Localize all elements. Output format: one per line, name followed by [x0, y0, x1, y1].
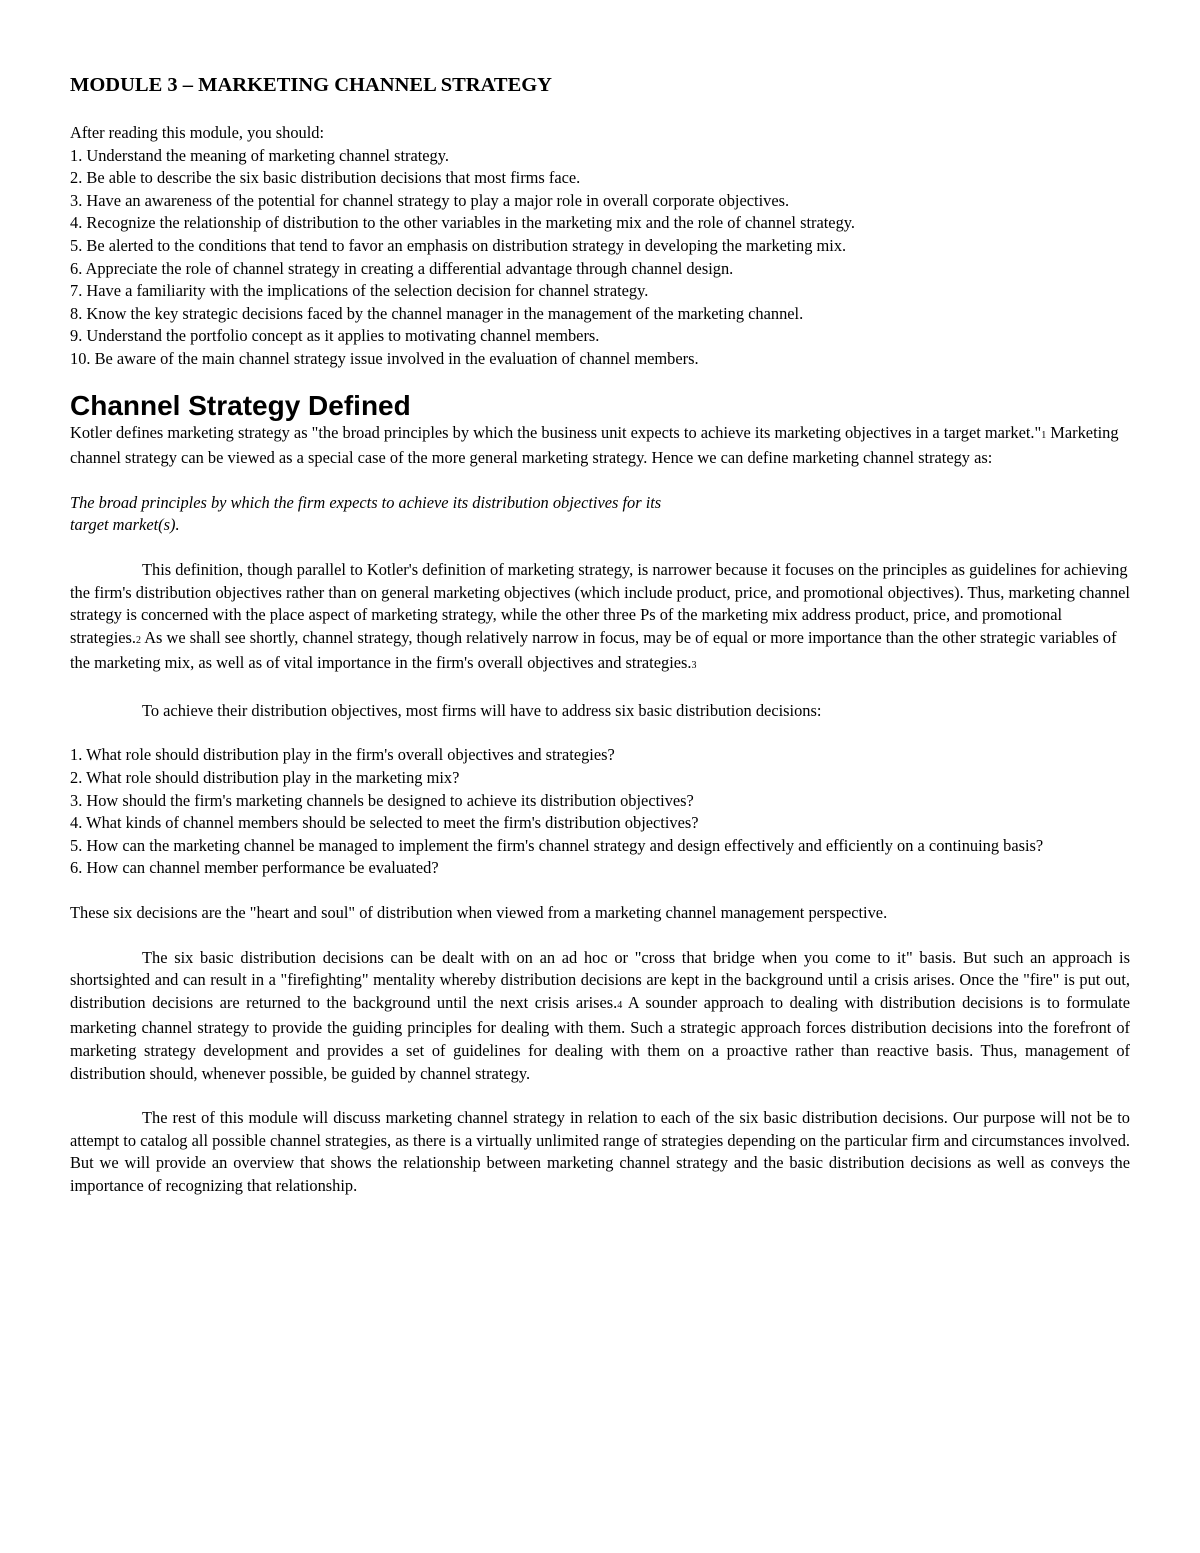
objective-item: 5. Be alerted to the conditions that tend to favor an emphasis on distribution strategy in developing the marketing mix.: [70, 235, 847, 255]
footnote-marker: 2: [136, 634, 141, 646]
objective-item: 3. Have an awareness of the potential for channel strategy to play a major role in overall corporate objectives.: [70, 190, 790, 210]
objectives-list: [70, 145, 1130, 371]
definition-line: target market(s).: [70, 515, 180, 535]
narrower-paragraph: [70, 559, 1130, 678]
decision-item: 3. How should the firm's marketing channels be designed to achieve its distribution objectives?: [70, 790, 694, 810]
kotler-paragraph: [70, 422, 1130, 470]
objective-item: 1. Understand the meaning of marketing channel strategy.: [70, 145, 449, 165]
kotler-text-2: Marketing channel strategy can be viewed as a special case of the more general marketing strategy. Hence we can define marketing channel strategy as:: [70, 422, 1119, 468]
narrower-text-1: This definition, though parallel to Kotler's definition of marketing strategy, is narrower because it focuses on the principles as guidelines for achieving the firm's distribution objectives rather than on general marketing objectives (which include product, price, and promotional objectives). Thus, marketing channel strategy is concerned with the place aspect of marketing strategy, while the other three Ps of the marketing mix address product, price, and promotional strategies.: [70, 559, 1130, 647]
objective-item: 9. Understand the portfolio concept as it applies to motivating channel members.: [70, 326, 600, 346]
objective-item: 2. Be able to describe the six basic distribution decisions that most firms face.: [70, 168, 581, 188]
definition-quote: [70, 492, 790, 537]
decision-item: 6. How can channel member performance be evaluated?: [70, 858, 439, 878]
decision-item: 4. What kinds of channel members should be selected to meet the firm's distribution objectives?: [70, 813, 699, 833]
adhoc-text-2: A sounder approach to dealing with distribution decisions is to formulate marketing channel strategy to provide the guiding principles for dealing with them. Such a strategic approach forces distribution decisions into the forefront of marketing strategy development and provides a set of guidelines for dealing with them on a proactive rather than reactive basis. Thus, management of distribution should, whenever possible, be guided by channel strategy.: [70, 992, 1130, 1083]
objective-item: 6. Appreciate the role of channel strategy in creating a differential advantage through channel design.: [70, 258, 734, 278]
heart-soul-sentence: These six decisions are the "heart and soul" of distribution when viewed from a marketing channel management perspective.: [70, 903, 888, 923]
decision-item: 1. What role should distribution play in the firm's overall objectives and strategies?: [70, 745, 615, 765]
decisions-list: [70, 744, 1130, 880]
footnote-marker: 3: [691, 660, 697, 672]
document-page: [70, 72, 1130, 1198]
footnote-marker: 4: [617, 999, 623, 1011]
rest-paragraph: The rest of this module will discuss marketing channel strategy in relation to each of the six basic distribution decisions. Our purpose will not be to attempt to catalog all possible channel strategies, as there is a virtually unlimited range of strategies depending on the particular firm and circumstances involved. But we will provide an overview that shows the relationship between marketing channel strategy and the basic distribution decisions as well as conveys the importance of recognizing that relationship.: [70, 1108, 1130, 1195]
decisions-intro: To achieve their distribution objectives, most firms will have to address six basic distribution decisions:: [142, 700, 822, 720]
adhoc-text-1: The six basic distribution decisions can be dealt with on an ad hoc or "cross that bridge when you come to it" basis. But such an approach is shortsighted and can result in a "firefighting" mentality whereby distribution decisions are kept in the background until a crisis arises. Once the "fire" is put out, distribution decisions are returned to the background until the next crisis arises.: [70, 947, 1130, 1012]
definition-line: The broad principles by which the firm expects to achieve its distribution objectives for its: [70, 492, 662, 512]
objective-item: 10. Be aware of the main channel strategy issue involved in the evaluation of channel members.: [70, 348, 699, 368]
objective-item: 8. Know the key strategic decisions faced by the channel manager in the management of the marketing channel.: [70, 303, 804, 323]
kotler-text-1: Kotler defines marketing strategy as "the broad principles by which the business unit expects to achieve its marketing objectives in a target market.": [70, 422, 1042, 442]
module-title: MODULE 3 – MARKETING CHANNEL STRATEGY: [70, 74, 552, 96]
decision-item: 2. What role should distribution play in the marketing mix?: [70, 768, 460, 788]
narrower-text-2: As we shall see shortly, channel strategy, though relatively narrow in focus, may be of equal or more importance than the other strategic variables of the marketing mix, as well as of vital importance in the firm's overall objectives and strategies.: [70, 627, 1117, 673]
objective-item: 7. Have a familiarity with the implications of the selection decision for channel strategy.: [70, 281, 649, 301]
section-heading: Channel Strategy Defined: [70, 389, 411, 421]
footnote-marker: 1: [1041, 429, 1047, 441]
decision-item: 5. How can the marketing channel be managed to implement the firm's channel strategy and design effectively and efficiently on a continuing basis?: [70, 835, 1044, 855]
objectives-intro: After reading this module, you should:: [70, 123, 325, 142]
objective-item: 4. Recognize the relationship of distribution to the other variables in the marketing mix and the role of channel strategy.: [70, 213, 856, 233]
adhoc-paragraph: [70, 947, 1130, 1086]
